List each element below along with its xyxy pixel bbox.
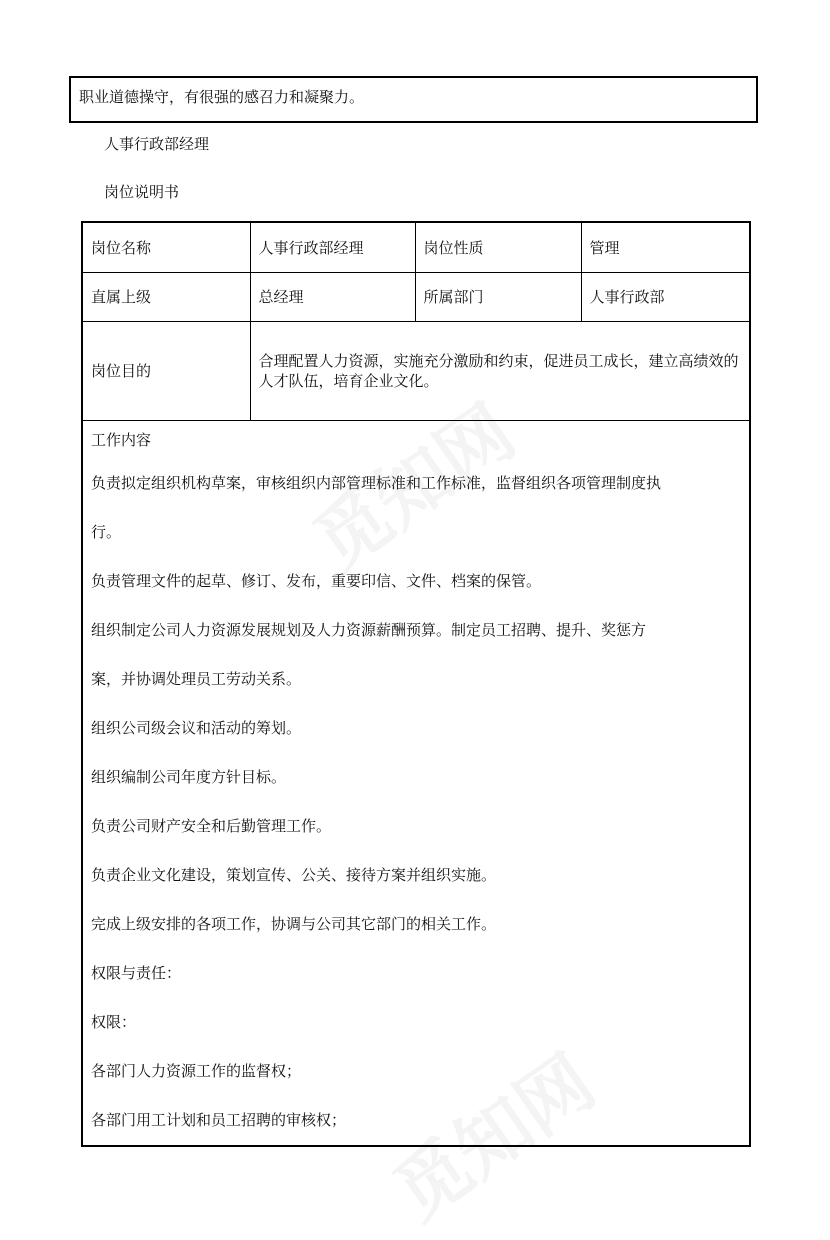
table-row <box>82 322 750 421</box>
job-description-table <box>81 221 751 1147</box>
content-line: 负责公司财产安全和后勤管理工作。 <box>91 817 332 835</box>
work-content-heading: 工作内容 <box>91 431 152 449</box>
position-type-value: 管理 <box>581 222 750 273</box>
content-line: 行。 <box>91 523 122 541</box>
table-row <box>82 421 750 1147</box>
content-line: 负责企业文化建设，策划宣传、公关、接待方案并组织实施。 <box>91 866 497 884</box>
position-type-label: 岗位性质 <box>415 222 581 273</box>
table-row <box>82 222 750 273</box>
content-line: 案，并协调处理员工劳动关系。 <box>91 670 302 688</box>
table-row <box>82 273 750 322</box>
previous-page-text-box <box>69 76 758 123</box>
document-title: 人事行政部经理 <box>104 135 210 153</box>
supervisor-label: 直属上级 <box>82 273 250 322</box>
content-line: 权限： <box>91 1013 137 1031</box>
position-name-value: 人事行政部经理 <box>250 222 415 273</box>
content-line: 各部门人力资源工作的监督权； <box>91 1062 302 1080</box>
content-line: 负责拟定组织机构草案，审核组织内部管理标准和工作标准，监督组织各项管理制度执 <box>91 474 662 492</box>
content-line: 负责管理文件的起草、修订、发布，重要印信、文件、档案的保管。 <box>91 572 542 590</box>
position-purpose-value: 合理配置人力资源，实施充分激励和约束，促进员工成长，建立高绩效的人才队伍，培育企业文化。 <box>250 322 750 421</box>
department-label: 所属部门 <box>415 273 581 322</box>
content-line: 组织编制公司年度方针目标。 <box>91 768 287 786</box>
position-name-label: 岗位名称 <box>82 222 250 273</box>
content-line: 各部门用工计划和员工招聘的审核权； <box>91 1111 347 1129</box>
previous-page-text: 职业道德操守，有很强的感召力和凝聚力。 <box>79 88 365 106</box>
supervisor-value: 总经理 <box>250 273 415 322</box>
content-line: 组织公司级会议和活动的筹划。 <box>91 719 302 737</box>
position-purpose-label: 岗位目的 <box>82 322 250 421</box>
department-value: 人事行政部 <box>581 273 750 322</box>
content-line: 权限与责任： <box>91 964 182 982</box>
work-content-cell <box>82 421 750 1147</box>
content-line: 完成上级安排的各项工作，协调与公司其它部门的相关工作。 <box>91 915 497 933</box>
content-line: 组织制定公司人力资源发展规划及人力资源薪酬预算。制定员工招聘、提升、奖惩方 <box>91 621 647 639</box>
document-subtitle: 岗位说明书 <box>104 183 180 201</box>
